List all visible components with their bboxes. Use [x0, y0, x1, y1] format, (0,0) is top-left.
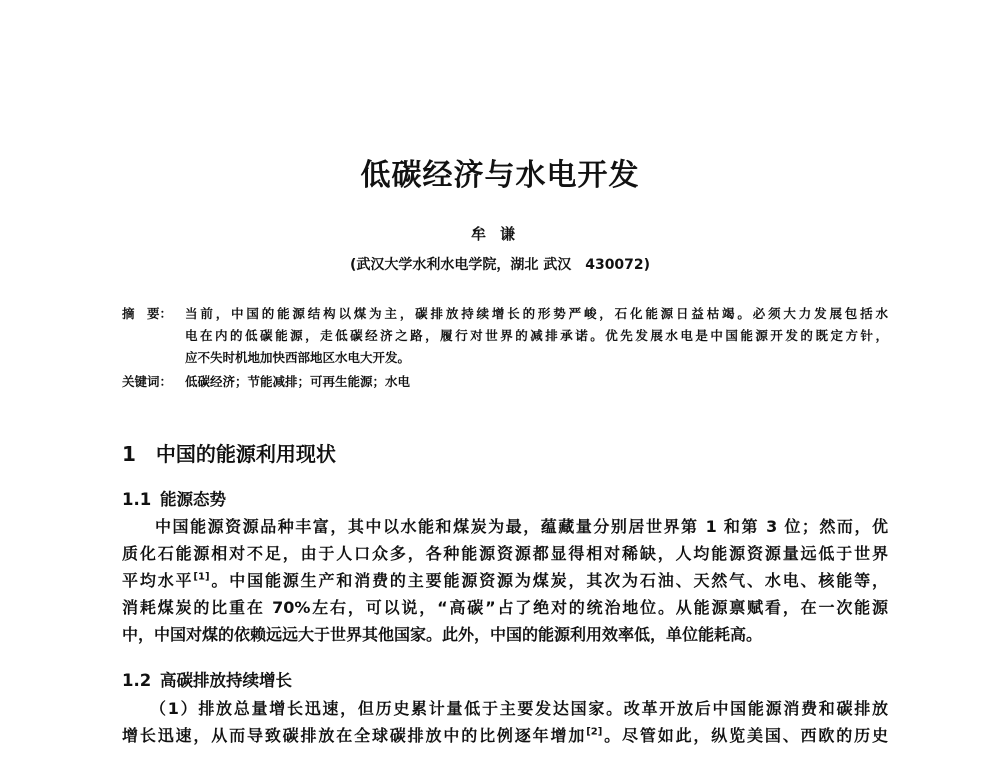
author: 牟谦 [470, 225, 529, 243]
abstract-line: 当前，中国的能源结构以煤为主，碳排放持续增长的形势严峻，石化能源日益枯竭。必须大力发展包括水 [185, 306, 888, 321]
keywords-label: 关键词： [122, 374, 173, 389]
body-line: 消耗煤炭的比重在 70%左右，可以说，“高碳”占了绝对的统治地位。从能源禀赋看，在一次能源 [122, 598, 888, 617]
body-text: 平均水平 [122, 571, 194, 590]
section-heading: 1 中国的能源利用现状 [122, 442, 336, 466]
abstract-line: 应不失时机地加快西部地区水电大开发。 [185, 350, 411, 365]
subsection-number: 1.1 [122, 490, 152, 509]
body-line: 质化石能源相对不足，由于人口众多，各种能源资源都显得相对稀缺，人均能源资源量远低于世界 [122, 544, 888, 563]
body-line: （1）排放总量增长迅速，但历史累计量低于主要发达国家。改革开放后中国能源消费和碳排放 [150, 699, 888, 718]
citation[interactable]: [2] [586, 726, 603, 738]
body-line [122, 723, 888, 746]
subsection-heading [122, 486, 226, 510]
body-line: 中，中国对煤的依赖远远大于世界其他国家。此外，中国的能源利用效率低，单位能耗高。 [122, 625, 763, 644]
body-line: 中国能源资源品种丰富，其中以水能和煤炭为最，蕴藏量分别居世界第 1 和第 3 位；然而，优 [155, 517, 888, 536]
subsection-heading [122, 667, 292, 691]
body-text: 。尽管如此，纵览美国、西欧的历史 [602, 726, 888, 745]
subsection-title: 能源态势 [160, 490, 226, 509]
body-text: 增长迅速，从而导致碳排放在全球碳排放中的比例逐年增加 [122, 726, 587, 745]
citation[interactable]: [1] [193, 571, 210, 583]
abstract-line: 电在内的低碳能源，走低碳经济之路，履行对世界的减排承诺。优先发展水电是中国能源开发的既定方针， [185, 328, 888, 343]
paper-title: 低碳经济与水电开发 [360, 158, 640, 193]
abstract-label: 摘 要： [122, 306, 173, 321]
subsection-number: 1.2 [122, 671, 152, 690]
subsection-title: 高碳排放持续增长 [160, 671, 292, 690]
affiliation: (武汉大学水利水电学院，湖北 武汉 430072) [349, 257, 651, 273]
body-line [122, 568, 888, 591]
keywords: 低碳经济；节能减排；可再生能源；水电 [185, 374, 411, 389]
body-text: 。中国能源生产和消费的主要能源资源为煤炭，其次为石油、天然气、水电、核能等， [209, 571, 888, 590]
